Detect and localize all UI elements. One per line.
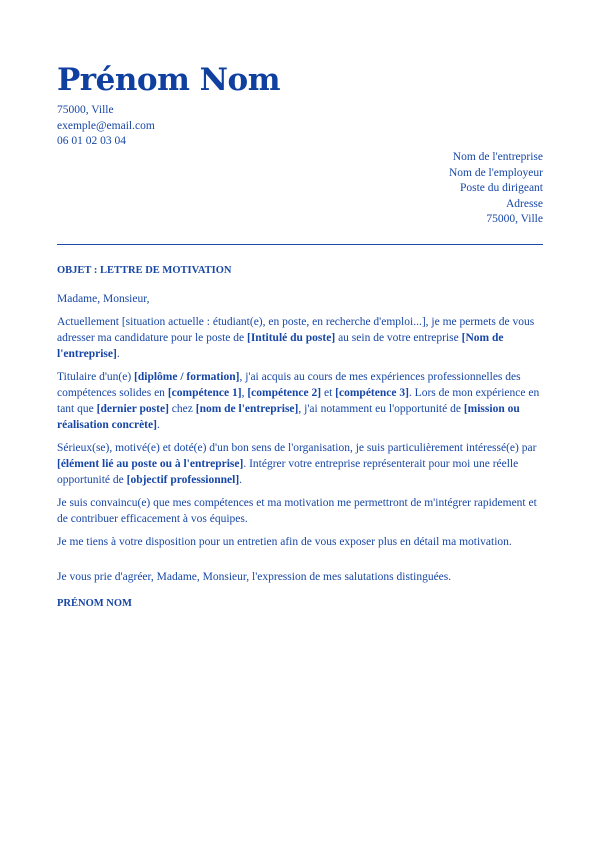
recipient-employer: Nom de l'employeur bbox=[448, 166, 543, 179]
paragraph-availability: Je me tiens à votre disposition pour un entretien afin de vous exposer plus en détail ma motivation. bbox=[57, 536, 512, 548]
letter-body bbox=[57, 291, 545, 557]
signature: PRÉNOM NOM bbox=[57, 598, 132, 609]
recipient-block bbox=[449, 150, 543, 228]
applicant-address: 75000, Ville bbox=[57, 104, 114, 116]
recipient-company: Nom de l'entreprise bbox=[452, 151, 543, 163]
salutation: Madame, Monsieur, bbox=[57, 293, 150, 305]
header-divider bbox=[57, 244, 543, 245]
paragraph-intro: Actuellement [situation actuelle : étudiant(e), en poste, en recherche d'emploi...], je me permets de vous adresser ma candidature pour le poste de [Intitulé du poste] au sein de votre entreprise [Nom de l'entreprise]. bbox=[57, 316, 535, 360]
closing-formula: Je vous prie d'agréer, Madame, Monsieur, l'expression de mes salutations distinguées. bbox=[57, 571, 452, 583]
applicant-phone: 06 01 02 03 04 bbox=[57, 135, 126, 147]
recipient-address: Adresse bbox=[505, 197, 543, 210]
recipient-position: Poste du dirigeant bbox=[459, 182, 543, 194]
paragraph-motivation: Sérieux(se), motivé(e) et doté(e) d'un bon sens de l'organisation, je suis particulièrement intéressé(e) par [élément lié au poste ou à l'entreprise]. Intégrer votre entreprise représenterait pour moi une réelle opportunité de [objectif professionnel]. bbox=[57, 442, 537, 486]
applicant-name: Prénom Nom bbox=[57, 62, 280, 98]
paragraph-experience: Titulaire d'un(e) [diplôme / formation], j'ai acquis au cours de mes expériences professionnelles des compétences solides en [compétence 1], [compétence 2] et [compétence 3]. Lors de mon expérience en tant que [dernier poste] chez [nom de l'entreprise], j'ai notamment eu l'opportunité de [mission ou réalisation concrète]. bbox=[57, 371, 540, 431]
applicant-contact bbox=[57, 103, 155, 150]
recipient-city: 75000, Ville bbox=[486, 213, 543, 225]
paragraph-conviction: Je suis convaincu(e) que mes compétences et ma motivation me permettront de m'intégrer rapidement et de contribuer efficacement à vos équipes. bbox=[57, 497, 537, 525]
letter-subject: OBJET : LETTRE DE MOTIVATION bbox=[57, 265, 232, 276]
applicant-email: exemple@email.com bbox=[57, 119, 155, 132]
